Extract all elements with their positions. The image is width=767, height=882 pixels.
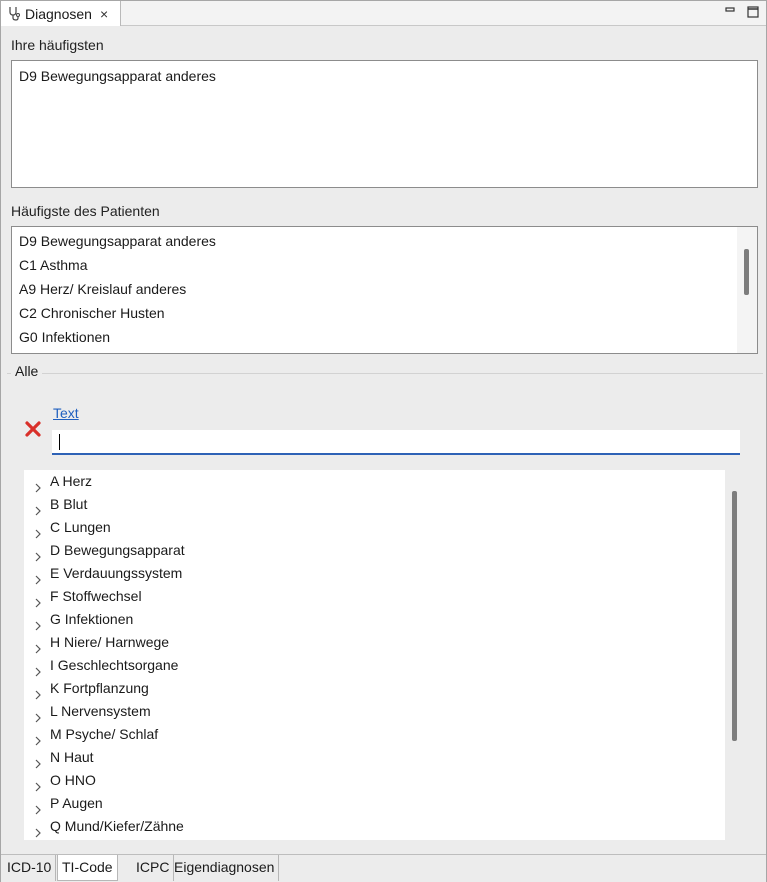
chevron-right-icon[interactable] xyxy=(33,523,43,533)
group-divider xyxy=(7,373,763,374)
tree-item-f[interactable] xyxy=(24,585,725,608)
stethoscope-icon xyxy=(7,6,21,22)
tree-item-label: E Verdauungssystem xyxy=(50,565,183,581)
tree-item-label: Q Mund/Kiefer/Zähne xyxy=(50,818,184,834)
patient-scrollbar[interactable] xyxy=(737,227,757,353)
tree-item-c[interactable] xyxy=(24,516,725,539)
tree-item-d[interactable] xyxy=(24,539,725,562)
view-tab-title: Diagnosen xyxy=(25,5,92,22)
tab-icd-10[interactable]: ICD-10 xyxy=(3,855,56,881)
list-item[interactable]: C1 Asthma xyxy=(19,257,88,273)
tab-icpc[interactable]: ICPC xyxy=(132,855,174,881)
tree-item-label: D Bewegungsapparat xyxy=(50,542,185,558)
chevron-right-icon[interactable] xyxy=(33,569,43,579)
text-caret xyxy=(59,434,60,450)
chevron-right-icon[interactable] xyxy=(33,684,43,694)
frequent-list[interactable] xyxy=(11,60,758,188)
maximize-icon[interactable] xyxy=(746,5,760,19)
tree-item-h[interactable] xyxy=(24,631,725,654)
patient-label: Häufigste des Patienten xyxy=(11,203,160,219)
tree-item-k[interactable] xyxy=(24,677,725,700)
tree-item-label: B Blut xyxy=(50,496,88,512)
list-item[interactable]: C2 Chronischer Husten xyxy=(19,305,165,321)
chevron-right-icon[interactable] xyxy=(33,546,43,556)
tree-item-n[interactable] xyxy=(24,746,725,769)
bottom-tab-bar xyxy=(1,854,766,882)
tree-item-e[interactable] xyxy=(24,562,725,585)
tree-item-label: G Infektionen xyxy=(50,611,134,627)
tree-item-label: L Nervensystem xyxy=(50,703,151,719)
close-icon[interactable]: × xyxy=(99,5,109,22)
tree-item-label: H Niere/ Harnwege xyxy=(50,634,170,650)
tree-item-o[interactable] xyxy=(24,769,725,792)
chevron-right-icon[interactable] xyxy=(33,500,43,510)
chevron-right-icon[interactable] xyxy=(33,615,43,625)
chevron-right-icon[interactable] xyxy=(33,592,43,602)
tree-item-l[interactable] xyxy=(24,700,725,723)
tree-item-i[interactable] xyxy=(24,654,725,677)
minimize-icon[interactable] xyxy=(723,5,737,19)
filter-input[interactable] xyxy=(52,430,740,455)
tree-item-label: K Fortpflanzung xyxy=(50,680,149,696)
chevron-right-icon[interactable] xyxy=(33,661,43,671)
tree-item-label: I Geschlechtsorgane xyxy=(50,657,179,673)
tree-item-label: F Stoffwechsel xyxy=(50,588,142,604)
tab-ti-code[interactable]: TI-Code xyxy=(57,855,118,881)
patient-list[interactable] xyxy=(11,226,758,354)
chevron-right-icon[interactable] xyxy=(33,707,43,717)
tree-item-label: A Herz xyxy=(50,473,93,489)
filter-type-link[interactable]: Text xyxy=(53,405,79,421)
tree-item-label: O HNO xyxy=(50,772,96,788)
list-item[interactable]: A9 Herz/ Kreislauf anderes xyxy=(19,281,187,297)
all-group-label: Alle xyxy=(11,363,42,379)
category-tree[interactable] xyxy=(24,470,725,840)
tree-item-label: C Lungen xyxy=(50,519,111,535)
tab-eigendiagnosen[interactable]: Eigendiagnosen xyxy=(170,855,279,881)
list-item[interactable]: G0 Infektionen xyxy=(19,329,111,345)
chevron-right-icon[interactable] xyxy=(33,477,43,487)
tree-item-label: M Psyche/ Schlaf xyxy=(50,726,159,742)
chevron-right-icon[interactable] xyxy=(33,776,43,786)
tree-item-label: P Augen xyxy=(50,795,103,811)
view-tab-bar xyxy=(1,1,766,26)
tree-item-a[interactable] xyxy=(24,470,725,493)
chevron-right-icon[interactable] xyxy=(33,638,43,648)
view-tab-diagnosen[interactable] xyxy=(1,1,121,26)
frequent-label: Ihre häufigsten xyxy=(11,37,104,53)
chevron-right-icon[interactable] xyxy=(33,822,43,832)
tree-item-p[interactable] xyxy=(24,792,725,815)
chevron-right-icon[interactable] xyxy=(33,799,43,809)
tree-item-label: N Haut xyxy=(50,749,94,765)
patient-scrollbar-thumb[interactable] xyxy=(744,249,749,295)
tree-scrollbar[interactable] xyxy=(728,470,742,840)
tree-item-b[interactable] xyxy=(24,493,725,516)
chevron-right-icon[interactable] xyxy=(33,730,43,740)
chevron-right-icon[interactable] xyxy=(33,753,43,763)
clear-filter-icon[interactable] xyxy=(23,419,43,439)
list-item[interactable]: D9 Bewegungsapparat anderes xyxy=(19,233,216,249)
list-item[interactable]: D9 Bewegungsapparat anderes xyxy=(19,68,216,84)
tree-item-m[interactable] xyxy=(24,723,725,746)
tree-item-g[interactable] xyxy=(24,608,725,631)
tree-item-q[interactable] xyxy=(24,815,725,838)
tree-scrollbar-thumb[interactable] xyxy=(732,491,737,741)
